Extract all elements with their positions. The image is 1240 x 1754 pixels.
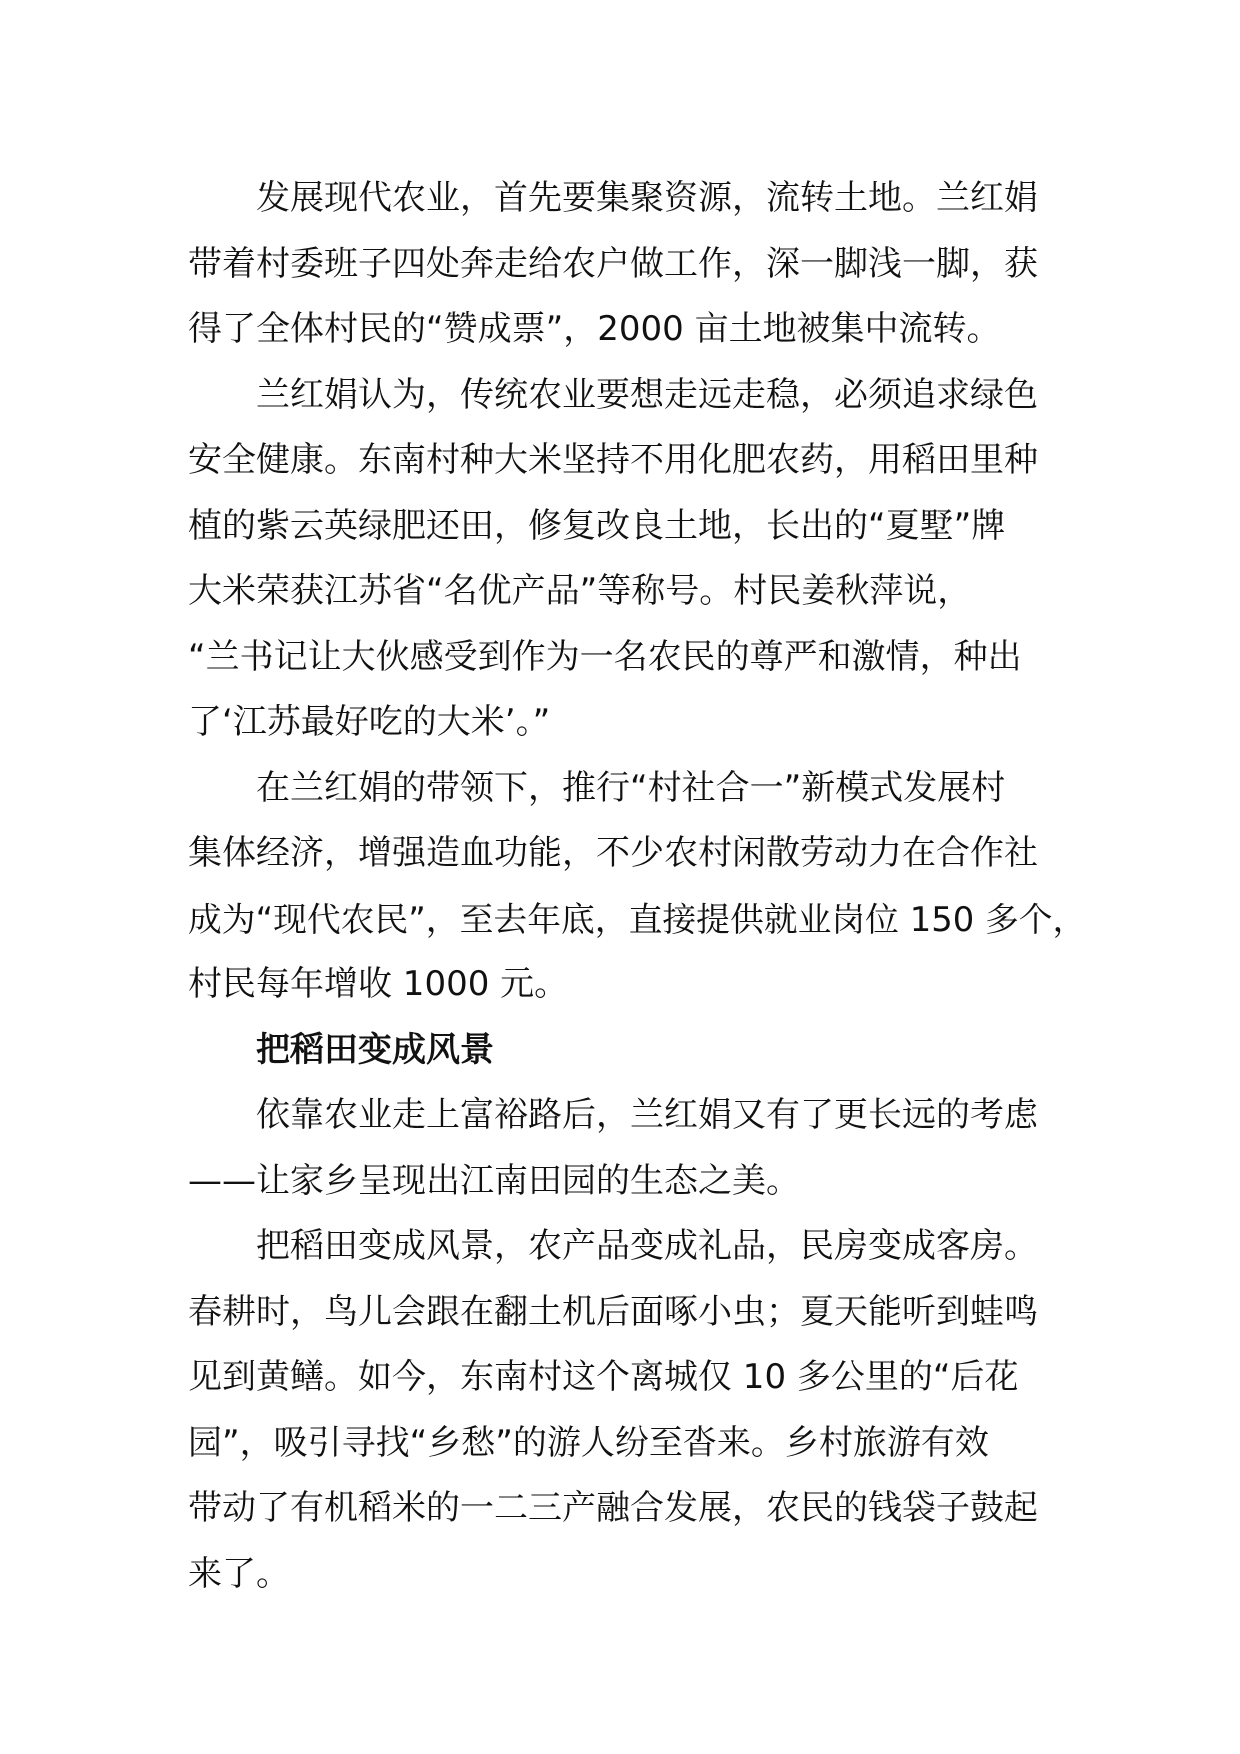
text-line: 带着村委班子四处奔走给农户做工作，深一脚浅一脚，获 <box>188 243 1038 284</box>
article-body <box>188 166 1088 1607</box>
text-line: 集体经济，增强造血功能，不少农村闲散劳动力在合作社 <box>188 833 1038 873</box>
text-line: 在兰红娟的带领下，推行“村社合一”新模式发展村 <box>256 767 1006 808</box>
text-line: 了‘江苏最好吃的大米’。” <box>188 702 551 742</box>
text-line: 园”，吸引寻找“乡愁”的游人纷至沓来。乡村旅游有效 <box>188 1422 989 1463</box>
text-line: 安全健康。东南村种大米坚持不用化肥农药，用稻田里种 <box>188 440 1038 480</box>
text-line: 来了。 <box>188 1553 290 1594</box>
text-line: 见到黄鳝。如今，东南村这个离城仅 10 多公里的“后花 <box>188 1357 1019 1397</box>
text-line: 把稻田变成风景，农产品变成礼品，民房变成客房。 <box>256 1226 1038 1266</box>
text-line: 植的紫云英绿肥还田，修复改良土地，长出的“夏墅”牌 <box>188 505 1006 546</box>
text-line: 大米荣获江苏省“名优产品”等称号。村民姜秋萍说， <box>188 571 972 611</box>
text-line: 带动了有机稻米的一二三产融合发展，农民的钱袋子鼓起 <box>188 1488 1038 1528</box>
text-line: 得了全体村民的“赞成票”，2000 亩土地被集中流转。 <box>188 309 1001 349</box>
text-line: 发展现代农业，首先要集聚资源，流转土地。兰红娟 <box>256 178 1038 218</box>
text-line: ——让家乡呈现出江南田园的生态之美。 <box>188 1160 800 1201</box>
text-line: 村民每年增收 1000 元。 <box>188 964 569 1004</box>
text-line: “兰书记让大伙感受到作为一名农民的尊严和激情，种出 <box>188 636 1022 677</box>
text-line: 依靠农业走上富裕路后，兰红娟又有了更长远的考虑 <box>256 1095 1038 1135</box>
text-line: 春耕时，鸟儿会跟在翻土机后面啄小虫；夏天能听到蛙鸣 <box>188 1291 1038 1332</box>
text-line: 成为“现代农民”，至去年底，直接提供就业岗位 150 多个， <box>188 899 1087 939</box>
section-heading: 把稻田变成风景 <box>256 1029 494 1070</box>
text-line: 兰红娟认为，传统农业要想走远走稳，必须追求绿色 <box>256 374 1038 415</box>
